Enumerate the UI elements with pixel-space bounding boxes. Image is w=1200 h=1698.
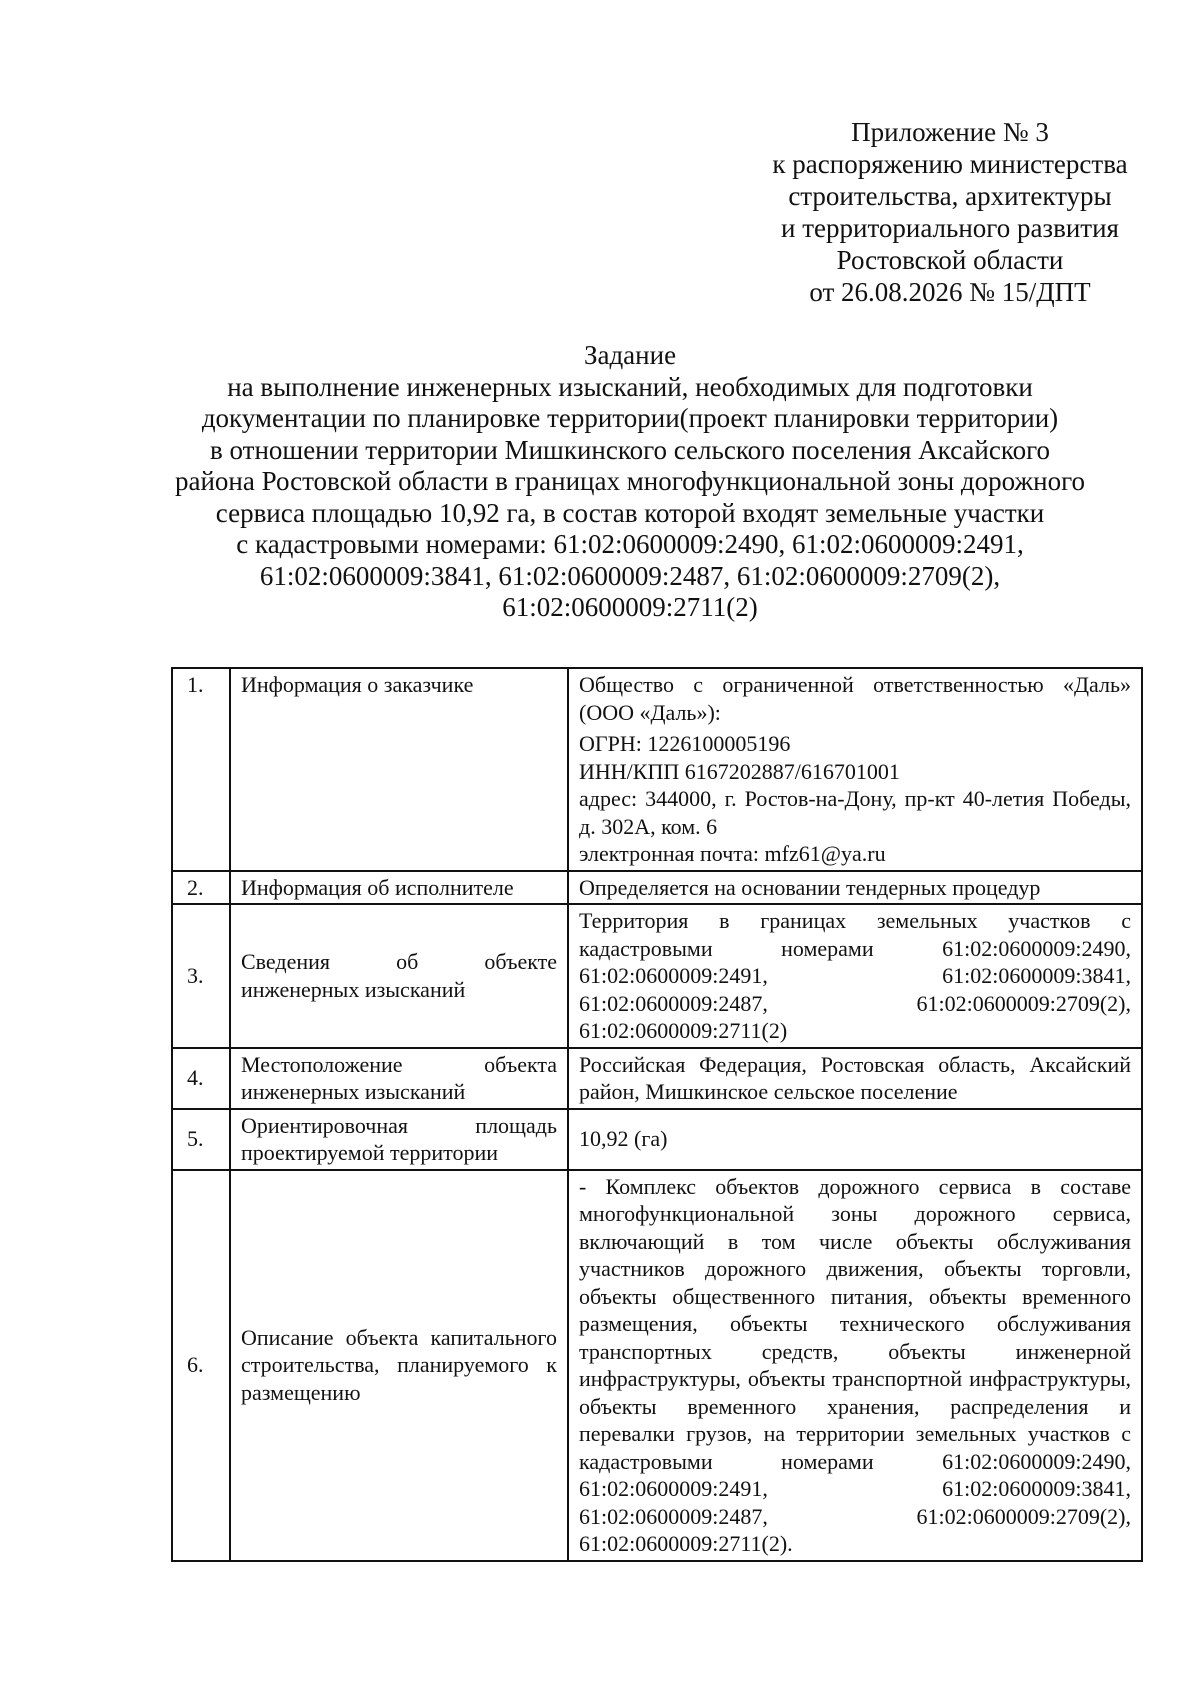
title-line: на выполнение инженерных изысканий, необходимых для подготовки xyxy=(227,371,1033,402)
customer-inn-kpp: ИНН/КПП 6167202887/616701001 xyxy=(579,758,900,784)
appendix-reference: к распоряжению министерства xyxy=(772,149,1128,179)
title-line: в отношении территории Мишкинского сельского поселения Аксайского xyxy=(210,434,1050,465)
row-label: Описание объекта капитального строительства, планируемого к размещению xyxy=(230,1170,568,1561)
table-row xyxy=(172,1048,1142,1109)
appendix-header xyxy=(740,116,1160,308)
row-label: Информация о заказчике xyxy=(230,668,568,871)
task-table xyxy=(171,667,1143,1562)
row-value: Определяется на основании тендерных процедур xyxy=(568,871,1142,905)
title-line: с кадастровыми номерами: 61:02:0600009:2490, 61:02:0600009:2491, xyxy=(236,529,1024,559)
appendix-ministry: строительства, архитектуры xyxy=(788,181,1112,211)
table-row xyxy=(172,904,1142,1048)
appendix-number: Приложение № 3 xyxy=(851,117,1049,147)
title-heading: Задание xyxy=(583,340,677,370)
row-label: Информация об исполнителе xyxy=(230,871,568,905)
table-row xyxy=(172,1170,1142,1561)
table-row xyxy=(172,668,1142,871)
table-row xyxy=(172,871,1142,905)
title-line: сервиса площадью 10,92 га, в состав которой входят земельные участки xyxy=(215,497,1045,528)
customer-name: Общество с ограниченной ответственностью «Даль» (ООО «Даль»): xyxy=(579,672,1131,725)
table-row xyxy=(172,1109,1142,1170)
customer-email: электронная почта: mfz61@ya.ru xyxy=(579,841,886,866)
title-line: 61:02:0600009:3841, 61:02:0600009:2487, 61:02:0600009:2709(2), xyxy=(259,560,1001,591)
appendix-ministry-cont: и территориального развития xyxy=(781,213,1119,243)
row-number: 4. xyxy=(172,1048,230,1109)
customer-ogrn: ОГРН: 1226100005196 xyxy=(579,731,791,756)
row-value: 10,92 (га) xyxy=(568,1109,1142,1170)
row-label: Ориентировочная площадь проектируемой территории xyxy=(230,1109,568,1170)
row-number: 6. xyxy=(172,1170,230,1561)
appendix-date-number: от 26.08.2026 № 15/ДПТ xyxy=(809,277,1091,307)
row-number: 3. xyxy=(172,904,230,1048)
customer-address: адрес: 344000, г. Ростов-на-Дону, пр-кт 40-летия Победы, д. 302А, ком. 6 xyxy=(579,786,1131,839)
title-line: района Ростовской области в границах многофункциональной зоны дорожного xyxy=(175,466,1085,496)
row-number: 1. xyxy=(172,668,230,871)
row-number: 2. xyxy=(172,871,230,905)
row-label: Сведения об объекте инженерных изысканий xyxy=(230,904,568,1048)
row-number: 5. xyxy=(172,1109,230,1170)
row-value xyxy=(568,668,1142,871)
document-title xyxy=(150,340,1110,624)
row-value: Территория в границах земельных участков с кадастровыми номерами 61:02:0600009:2490, 61:02:0600009:2491, 61:02:0600009:3841, 61:02:0600009:2487, 61:02:0600009:2709(2), 61:02:0600009:2711(2) xyxy=(568,904,1142,1048)
row-value: - Комплекс объектов дорожного сервиса в составе многофункциональной зоны дорожного сервиса, включающий в том числе объекты обслуживания участников дорожного движения, объекты торговли, объекты общественного питания, объекты временного размещения, объекты технического обслуживания транспортных средств, объекты инженерной инфраструктуры, объекты транспортной инфраструктуры, объекты временного хранения, распределения и перевалки грузов, на территории земельных участков с кадастровыми номерами 61:02:0600009:2490, 61:02:0600009:2491, 61:02:0600009:3841, 61:02:0600009:2487, 61:02:0600009:2709(2), 61:02:0600009:2711(2). xyxy=(568,1170,1142,1561)
appendix-region: Ростовской области xyxy=(836,245,1064,275)
title-line: 61:02:0600009:2711(2) xyxy=(502,592,758,622)
title-line: документации по планировке территории(проект планировки территории) xyxy=(201,403,1059,433)
row-label: Местоположение объекта инженерных изысканий xyxy=(230,1048,568,1109)
row-value: Российская Федерация, Ростовская область, Аксайский район, Мишкинское сельское поселение xyxy=(568,1048,1142,1109)
